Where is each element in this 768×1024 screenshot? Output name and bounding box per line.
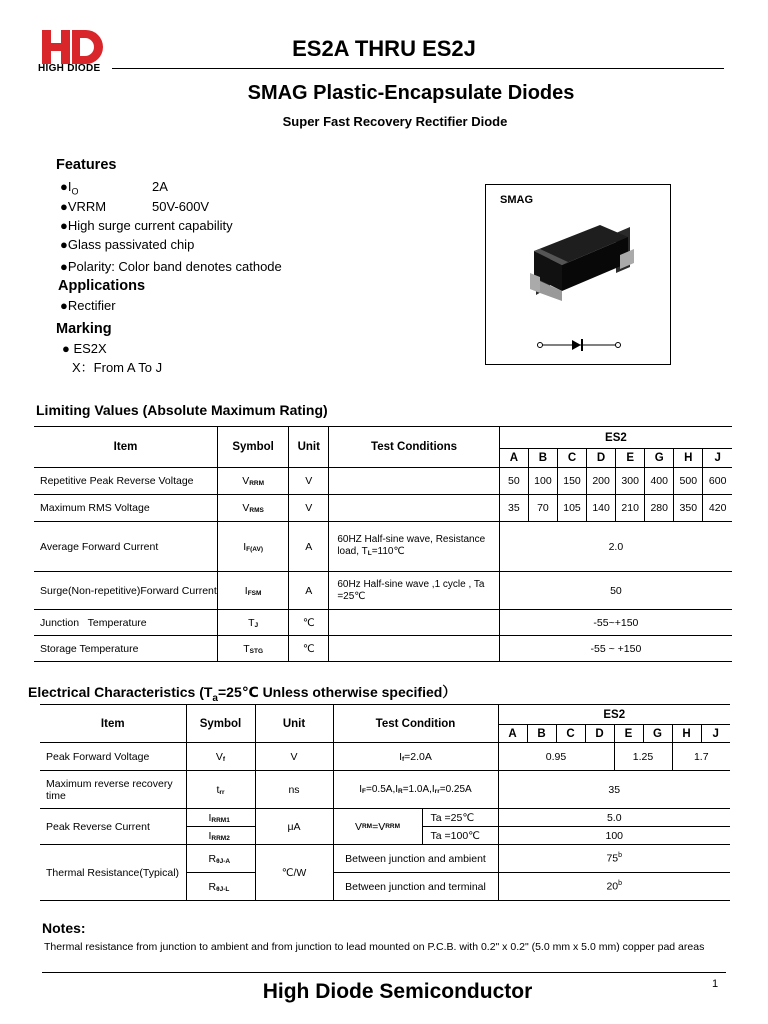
- grade-header: B: [528, 449, 557, 468]
- row-value: 75$^b$: [498, 845, 730, 873]
- notes-text: Thermal resistance from junction to ambient and from junction to lead mounted on P.C.B. with 0.2" x 0.2" (5.0 mm x 5.0 mm) copper pad areas: [44, 941, 705, 953]
- electrical-characteristics-table: [40, 704, 730, 901]
- applications-heading: Applications: [58, 278, 146, 294]
- table-row: [40, 809, 730, 827]
- col-symbol-header: Symbol: [218, 427, 289, 468]
- feature-item: ●High surge current capability: [60, 218, 233, 233]
- grade-header: A: [499, 449, 528, 468]
- row-symbol: $I_{RRM2}$: [186, 827, 255, 845]
- row-value: 50: [499, 468, 528, 495]
- row-value: -55~+150: [499, 610, 732, 636]
- row-condition: Between junction and terminal: [333, 873, 498, 901]
- row-value: 140: [587, 495, 616, 522]
- package-label: SMAG: [500, 194, 533, 206]
- document-title: ES2A THRU ES2J: [292, 36, 476, 61]
- ta-condition: Ta =100℃: [430, 829, 480, 842]
- col-item-header: Item: [40, 705, 186, 743]
- table-row: [34, 610, 732, 636]
- row-value: 50: [499, 572, 732, 610]
- row-symbol: $V_{RRM}$: [218, 468, 289, 495]
- row-unit: ℃: [289, 610, 329, 636]
- row-value: 35: [499, 495, 528, 522]
- col-group-header: ES2: [498, 705, 730, 725]
- col-group-header: ES2: [499, 427, 732, 449]
- table-row: [34, 522, 732, 572]
- row-condition: $I_F=0.5A,I_R=1.0A,I_{rr}=0.25A$: [333, 771, 498, 809]
- row-value: 105: [557, 495, 586, 522]
- feature-io-value: 2A: [152, 179, 168, 194]
- limiting-values-table: [34, 426, 732, 662]
- col-symbol-header: Symbol: [186, 705, 255, 743]
- grade-header: G: [643, 725, 672, 743]
- row-value: 150: [557, 468, 586, 495]
- row-condition: [329, 610, 499, 636]
- row-item: Thermal Resistance(Typical): [40, 845, 186, 901]
- row-item: Junction Temperature: [34, 610, 218, 636]
- row-condition: [329, 495, 499, 522]
- row-symbol: $I_{FSM}$: [218, 572, 289, 610]
- row-unit: ns: [255, 771, 333, 809]
- grade-header: C: [557, 449, 586, 468]
- row-symbol: $t_{rr}$: [186, 771, 255, 809]
- row-unit: A: [289, 572, 329, 610]
- col-unit-header: Unit: [289, 427, 329, 468]
- grade-header: J: [701, 725, 730, 743]
- col-unit-header: Unit: [255, 705, 333, 743]
- row-condition: 60Hz Half-sine wave ,1 cycle , Ta =25℃: [329, 572, 499, 610]
- row-unit: V: [289, 468, 329, 495]
- document-subtitle: SMAG Plastic-Encapsulate Diodes: [247, 82, 575, 104]
- electrical-heading: Electrical Characteristics ($T_a=25℃$ Unless otherwise specified）: [28, 684, 457, 704]
- row-item: Peak Reverse Current: [40, 809, 186, 845]
- row-unit: V: [289, 495, 329, 522]
- header-rule: [112, 68, 724, 69]
- row-item: Average Forward Current: [34, 522, 218, 572]
- row-unit: ℃: [289, 636, 329, 662]
- row-value: 100: [498, 827, 730, 845]
- row-value: 35: [498, 771, 730, 809]
- table-row: [34, 468, 732, 495]
- features-heading: Features: [56, 157, 117, 173]
- application-item: ●Rectifier: [60, 298, 116, 313]
- row-value: 210: [616, 495, 645, 522]
- row-item: Surge(Non-repetitive)Forward Current: [34, 572, 218, 610]
- grade-header: B: [527, 725, 556, 743]
- feature-item: ●Polarity: Color band denotes cathode: [60, 259, 282, 274]
- row-value: 500: [674, 468, 703, 495]
- row-value: -55 ~ +150: [499, 636, 732, 662]
- table-row: [34, 572, 732, 610]
- row-value: 5.0: [498, 809, 730, 827]
- row-value: 1.7: [672, 743, 730, 771]
- package-box: [485, 184, 671, 365]
- footer-rule: [42, 972, 726, 973]
- row-unit: μA: [255, 809, 333, 845]
- row-symbol: $R_{\theta J-A}$: [186, 845, 255, 873]
- smag-package-icon: [516, 215, 646, 305]
- grade-header: H: [672, 725, 701, 743]
- row-value: 300: [616, 468, 645, 495]
- row-symbol: $I_{RRM1}$: [186, 809, 255, 827]
- grade-header: J: [703, 449, 732, 468]
- col-cond-header: Test Condition: [333, 705, 498, 743]
- row-item: Maximum reverse recovery time: [40, 771, 186, 809]
- row-symbol: $I_{F(AV)}$: [218, 522, 289, 572]
- row-symbol: $V_f$: [186, 743, 255, 771]
- row-item: Maximum RMS Voltage: [34, 495, 218, 522]
- row-unit: V: [255, 743, 333, 771]
- table-row: [40, 743, 730, 771]
- row-value: 70: [528, 495, 557, 522]
- grade-header: D: [585, 725, 614, 743]
- col-cond-header: Test Conditions: [329, 427, 499, 468]
- brand-name: HIGH DIODE: [38, 63, 101, 74]
- feature-vrrm-value: 50V-600V: [152, 199, 210, 214]
- row-value: 600: [703, 468, 732, 495]
- grade-header: H: [674, 449, 703, 468]
- row-value: 280: [645, 495, 674, 522]
- feature-io-label: ●I: [60, 179, 72, 194]
- row-unit: A: [289, 522, 329, 572]
- vrm-condition: V RM =V RRM: [334, 809, 423, 844]
- row-symbol: $T_{STG}$: [218, 636, 289, 662]
- marking-item: ● ES2X: [62, 341, 107, 356]
- grade-header: E: [614, 725, 643, 743]
- row-value: 2.0: [499, 522, 732, 572]
- ta-condition: Ta =25℃: [423, 809, 498, 827]
- row-condition: $I_f=2.0A$: [333, 743, 498, 771]
- marking-heading: Marking: [56, 321, 112, 337]
- row-item: Peak Forward Voltage: [40, 743, 186, 771]
- table-row: [40, 771, 730, 809]
- row-condition: [333, 809, 498, 845]
- feature-item: ●Glass passivated chip: [60, 237, 195, 252]
- row-value: 400: [645, 468, 674, 495]
- table-row: [40, 845, 730, 873]
- marking-note: X：From A To J: [72, 360, 163, 375]
- table-row: [34, 636, 732, 662]
- limiting-heading: Limiting Values (Absolute Maximum Rating): [36, 402, 328, 418]
- grade-header: G: [645, 449, 674, 468]
- row-condition: [329, 468, 499, 495]
- row-value: 1.25: [614, 743, 672, 771]
- row-symbol: $V_{RMS}$: [218, 495, 289, 522]
- feature-io-sub: O: [71, 186, 79, 197]
- grade-header: C: [556, 725, 585, 743]
- row-value: 0.95: [498, 743, 614, 771]
- row-condition: Between junction and ambient: [333, 845, 498, 873]
- row-value: 20$^b$: [498, 873, 730, 901]
- grade-header: A: [498, 725, 527, 743]
- diode-symbol-icon: [536, 337, 622, 353]
- company-name: High Diode Semiconductor: [262, 980, 533, 1003]
- row-value: 350: [674, 495, 703, 522]
- row-value: 420: [703, 495, 732, 522]
- grade-header: D: [587, 449, 616, 468]
- row-item: Storage Temperature: [34, 636, 218, 662]
- grade-header: E: [616, 449, 645, 468]
- document-subsubtitle: Super Fast Recovery Rectifier Diode: [282, 114, 508, 129]
- feature-vrrm-label: ●VRRM: [60, 199, 107, 214]
- row-item: Repetitive Peak Reverse Voltage: [34, 468, 218, 495]
- row-value: 200: [587, 468, 616, 495]
- col-item-header: Item: [34, 427, 218, 468]
- notes-heading: Notes:: [42, 920, 86, 936]
- row-condition: [329, 636, 499, 662]
- table-row: [34, 495, 732, 522]
- row-symbol: $T_J$: [218, 610, 289, 636]
- row-value: 100: [528, 468, 557, 495]
- row-condition: 60HZ Half-sine wave, Resistance load, $T_L=110℃$: [329, 522, 499, 572]
- page-number: 1: [712, 978, 719, 990]
- row-symbol: $R_{\theta J-L}$: [186, 873, 255, 901]
- row-unit: ℃/W: [255, 845, 333, 901]
